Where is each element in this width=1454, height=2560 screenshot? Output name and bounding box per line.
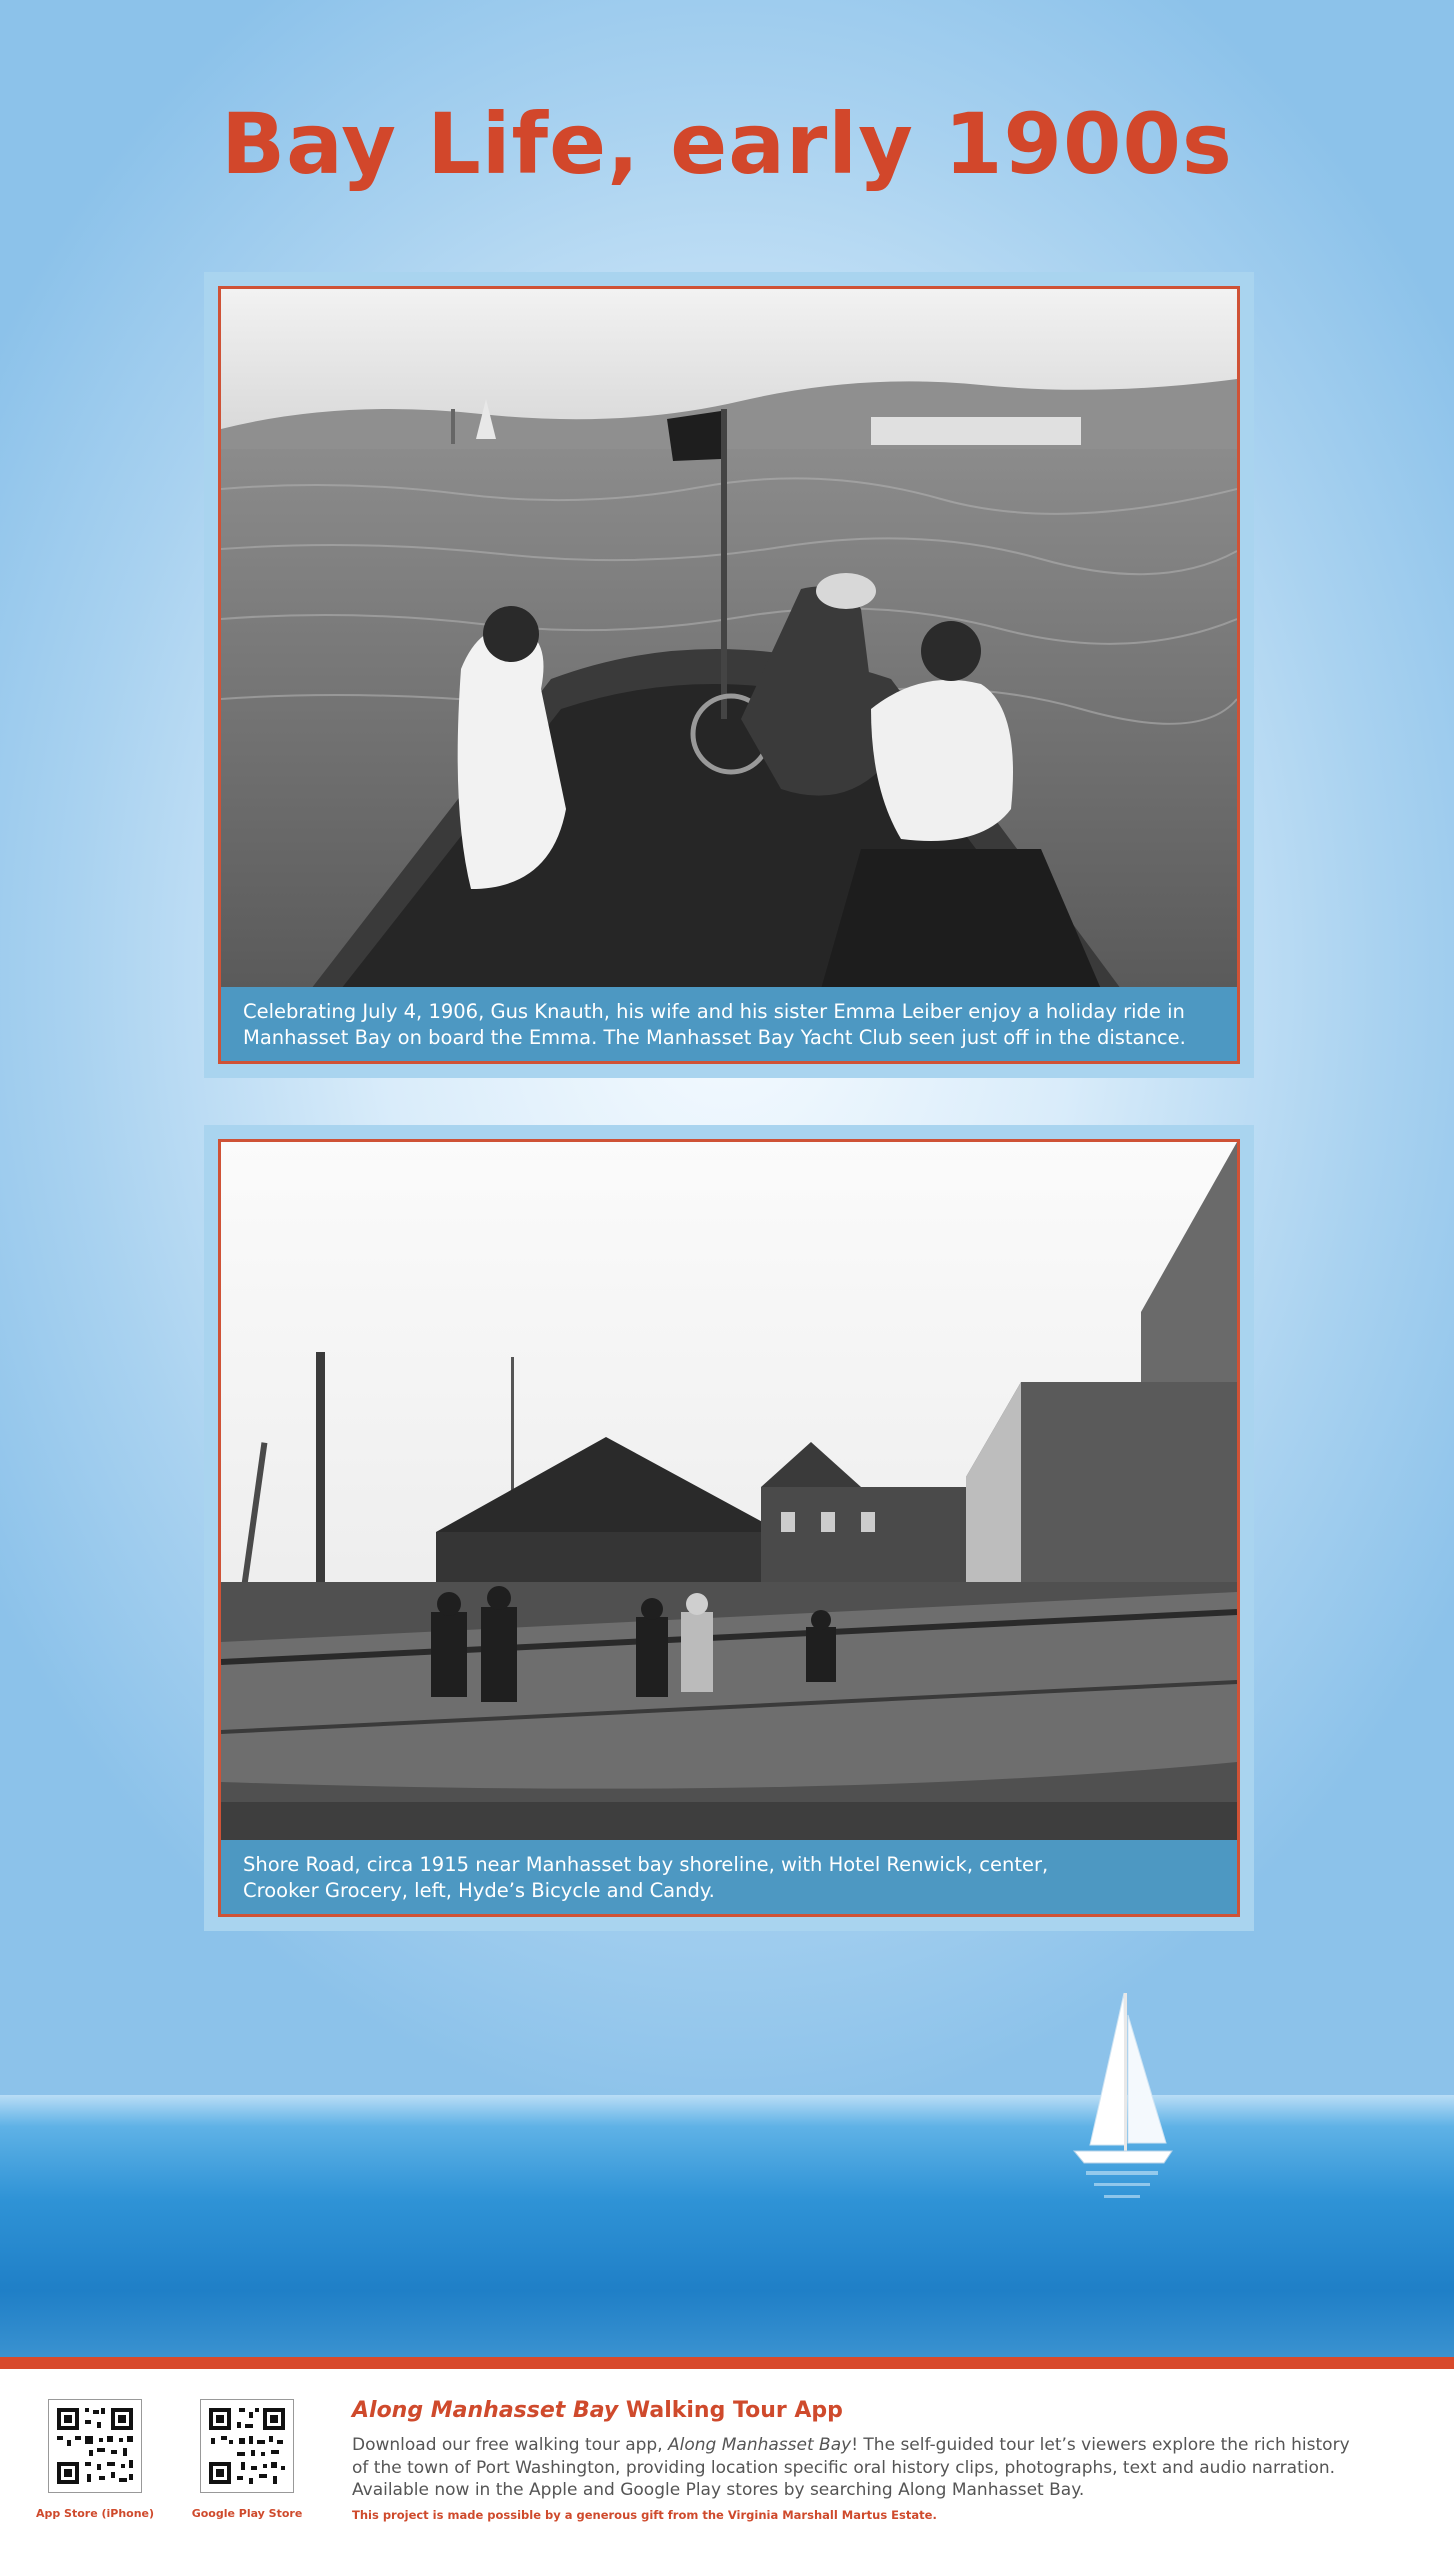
credit-line: This project is made possible by a generous gift from the Virginia Marshall Martus Estate.	[352, 2508, 937, 2522]
caption-line: Crooker Grocery, left, Hyde’s Bicycle and Candy.	[243, 1879, 715, 1902]
qr-label-app-store: App Store (iPhone)	[35, 2507, 155, 2520]
qr-label-google-play: Google Play Store	[191, 2507, 303, 2520]
caption-line: Manhasset Bay on board the Emma. The Manhasset Bay Yacht Club seen just off in the distance.	[243, 1026, 1186, 1049]
caption-line: Celebrating July 4, 1906, Gus Knauth, his wife and his sister Emma Leiber enjoy a holiday ride in	[243, 1000, 1185, 1023]
desc-text: Available now in the Apple and Google Play stores by searching Along Manhasset Bay.	[352, 2480, 1085, 2500]
photo-caption-2	[221, 1840, 1237, 1914]
shore-road-photo	[221, 1142, 1237, 1842]
sailboat-icon	[1060, 1985, 1180, 2215]
footer-divider	[0, 2357, 1454, 2369]
app-description	[352, 2434, 1412, 2502]
boat-ride-photo	[221, 289, 1237, 989]
footer	[0, 2369, 1454, 2560]
photo-panel-1	[204, 272, 1254, 1078]
page-title: Bay Life, early 1900s	[221, 95, 1233, 193]
desc-text: Download our free walking tour app,	[352, 2435, 669, 2455]
app-store-qr-code[interactable]	[48, 2399, 142, 2493]
app-title	[352, 2398, 843, 2423]
caption-line: Shore Road, circa 1915 near Manhasset bay shoreline, with Hotel Renwick, center,	[243, 1853, 1049, 1876]
google-play-qr-code[interactable]	[200, 2399, 294, 2493]
desc-app-name: Along Manhasset Bay	[668, 2435, 852, 2455]
sea-background	[0, 2095, 1454, 2357]
app-title-italic: Along Manhasset Bay	[352, 2398, 619, 2423]
desc-text: ! The self-guided tour let’s viewers explore the rich history	[851, 2435, 1350, 2455]
desc-text: of the town of Port Washington, providing location specific oral history clips, photographs, text and audio narration.	[352, 2457, 1336, 2478]
photo-panel-2	[204, 1125, 1254, 1931]
app-title-rest: Walking Tour App	[618, 2398, 843, 2423]
photo-caption-1	[221, 987, 1237, 1061]
